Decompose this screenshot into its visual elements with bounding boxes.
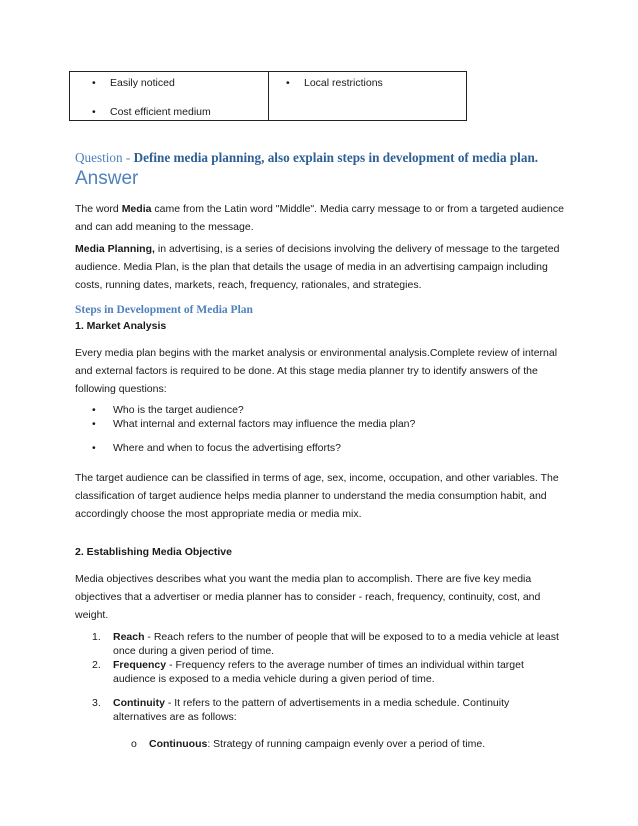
bullet-icon: • (286, 77, 290, 89)
bullet-icon: • (92, 106, 96, 118)
question-line (75, 150, 538, 166)
answer-heading: Answer (75, 168, 139, 189)
intro-paragraph-1: The word Media came from the Latin word "Middle". Media carry message to or from a targeted audience and can add meaning to the message. (75, 203, 564, 233)
list-item: 2. Frequency - Frequency refers to the average number of times an individual within target audience is exposed to a media vehicle during a given period of time. (92, 659, 524, 685)
bullet-icon: • (92, 77, 96, 89)
table-column-divider (268, 71, 269, 121)
bullet-icon: • (92, 404, 96, 416)
question-label: Question - (75, 150, 134, 165)
list-item: • Who is the target audience? (92, 404, 244, 416)
circle-bullet-icon: o (131, 738, 137, 750)
step1-closing-paragraph: The target audience can be classified in terms of age, sex, income, occupation, and other variables. The classification of target audience helps media planner to understand the media consumption habit, and accordingly choose the most appropriate media or media mix. (75, 472, 559, 520)
intro-paragraph-2: Media Planning, in advertising, is a series of decisions involving the delivery of message to the targeted audience. Media Plan, is the plan that details the usage of media in an advertising campaign including costs, running dates, markets, reach, frequency, rationales, and strategies. (75, 243, 560, 291)
step2-paragraph: Media objectives describes what you want the media plan to accomplish. There are five key media objectives that a advertiser or media planner has to consider - reach, frequency, continuity, cost, and weight. (75, 573, 541, 621)
step1-paragraph: Every media plan begins with the market analysis or environmental analysis.Complete review of internal and external factors is required to be done. At this stage media planner try to identify answers of the following questions: (75, 347, 558, 395)
list-item: • Where and when to focus the advertising efforts? (92, 442, 342, 454)
step2-heading: 2. Establishing Media Objective (75, 546, 232, 558)
list-item: 3. Continuity - It refers to the pattern of advertisements in a media schedule. Continuity alternatives are as follows: (92, 697, 510, 723)
question-text: Define media planning, also explain steps in development of media plan. (133, 150, 539, 165)
list-item: o Continuous: Strategy of running campaign evenly over a period of time. (131, 738, 486, 750)
steps-heading: Steps in Development of Media Plan (75, 304, 253, 316)
table-cell-item: • Local restrictions (286, 77, 383, 89)
list-item: 1. Reach - Reach refers to the number of people that will be exposed to to a media vehicle at least once during a given period of time. (92, 631, 559, 657)
step1-heading: 1. Market Analysis (75, 320, 167, 332)
bullet-icon: • (92, 418, 96, 430)
bullet-icon: • (92, 442, 96, 454)
list-item: • What internal and external factors may influence the media plan? (92, 418, 416, 430)
table-cell-item: • Cost efficient medium (92, 106, 211, 118)
table-cell-item: • Easily noticed (92, 77, 175, 89)
